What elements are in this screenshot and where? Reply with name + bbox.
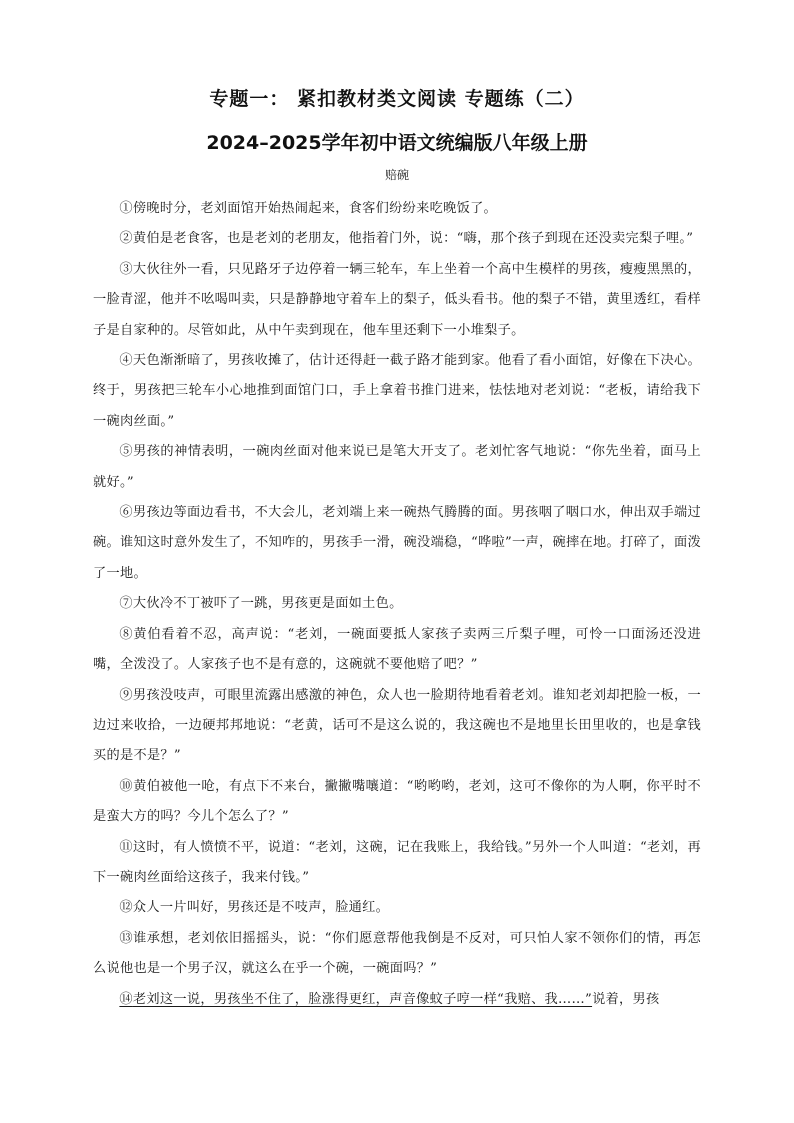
paragraph-11: ⑪这时，有人愤愤不平，说道：“老刘，这碗，记在我账上，我给钱。”另外一个人叫道：“老刘，再下一碗肉丝面给这孩子，我来付钱。” (93, 839, 701, 885)
paragraph-5: ⑤男孩的神情表明，一碗肉丝面对他来说已是笔大开支了。老刘忙客气地说：“你先坐着，面马上就好。” (93, 444, 701, 490)
paragraph-12: ⑫众人一片叫好，男孩还是不吱声，脸通红。 (119, 900, 390, 916)
paragraph-14 (93, 985, 701, 1015)
paragraph-14-underlined-text: 老刘这一说，男孩坐不住了，脸涨得更红，声音像蚊子哼一样“我赔、我……” (132, 991, 593, 1007)
paragraph-7: ⑦大伙冷不丁被吓了一跳，男孩更是面如土色。 (119, 596, 403, 612)
paragraph-4: ④天色渐渐暗了，男孩收摊了，估计还得赶一截子路才能到家。他看了看小面馆，好像在下决心。终于，男孩把三轮车小心地推到面馆门口，手上拿着书推门进来，怯怯地对老刘说：“老板，请给我下一碗肉丝面。” (93, 353, 701, 429)
essay-title: 赔碗 (384, 168, 409, 182)
paragraph-9: ⑨男孩没吱声，可眼里流露出感激的神色，众人也一脸期待地看着老刘。谁知老刘却把脸一板，一边过来收拾，一边硬邦邦地说：“老黄，话可不是这么说的，我这碗也不是地里长田里收的，也是拿钱买的是不是？” (93, 687, 701, 764)
paragraph-2: ②黄伯是老食客，也是老刘的老朋友，他指着门外，说：“嗨，那个孩子到现在还没卖完梨子哩。” (119, 231, 694, 247)
paragraph-13: ⑬谁承想，老刘依旧摇摇头，说：“你们愿意帮他我倒是不反对，可只怕人家不领你们的情，再怎么说他也是一个男子汉，就这么在乎一个碗，一碗面吗？” (93, 930, 701, 977)
paragraph-10: ⑩黄伯被他一呛，有点下不来台，撇撇嘴嚷道：“哟哟哟，老刘，这可不像你的为人啊，你平时不是蛮大方的吗？今儿个怎么了？” (93, 778, 701, 825)
paragraph-3: ③大伙往外一看，只见路牙子边停着一辆三轮车，车上坐着一个高中生模样的男孩，瘦瘦黑黑的，一脸青涩，他并不吆喝叫卖，只是静静地守着车上的梨子，低头看书。他的梨子不错，黄里透红，看样子是自家种的。尽管如此，从中午卖到现在，他车里还剩下一小堆梨子。 (93, 261, 701, 338)
paragraph-6: ⑥男孩边等面边看书，不大会儿，老刘端上来一碗热气腾腾的面。男孩咽了咽口水，伸出双手端过碗。谁知这时意外发生了，不知咋的，男孩手一滑，碗没端稳，“哗啦”一声，碗摔在地。打碎了，面泼了一地。 (93, 505, 701, 581)
paragraph-1: ①傍晚时分，老刘面馆开始热闹起来，食客们纷纷来吃晚饭了。 (119, 201, 498, 216)
essay-body (93, 194, 701, 1015)
document-subtitle: 2024–2025学年初中语文统编版八年级上册 (206, 132, 588, 154)
document-title: 专题一： 紧扣教材类文阅读 专题练（二） (209, 88, 585, 110)
paragraph-8: ⑧黄伯看着不忍，高声说：“老刘，一碗面要抵人家孩子卖两三斤梨子哩，可怜一口面汤还没进嘴，全泼没了。人家孩子也不是有意的，这碗就不要他赔了吧？” (93, 626, 701, 673)
paragraph-14-rest: 说着，男孩 (592, 991, 660, 1007)
paragraph-14-number: ⑭ (119, 991, 133, 1007)
